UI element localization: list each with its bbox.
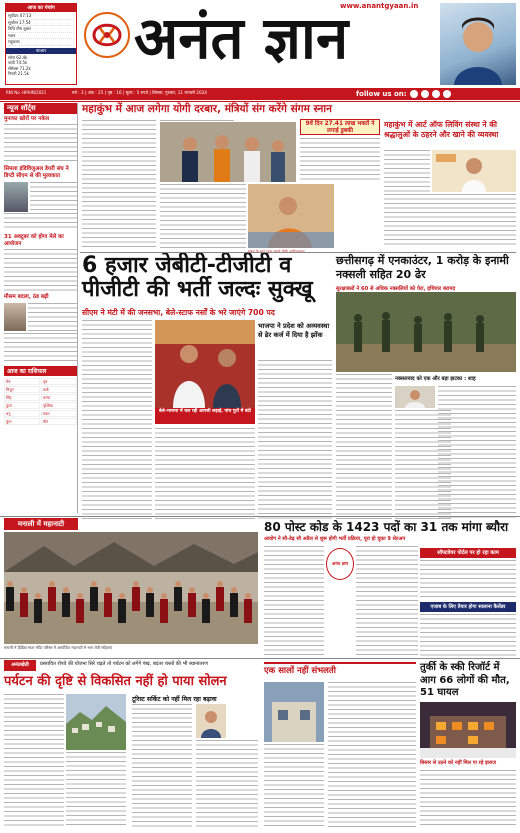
left-item2-head: सिमला इंडिविजुअल डेयरी संघ ने डिप्टी सीएम से की मुलाकात bbox=[4, 166, 69, 179]
dancer-body bbox=[34, 599, 42, 623]
software-box-head: सॉफ्टवेयर पोर्टल पर हो रहा काम bbox=[420, 548, 516, 558]
solan-photo bbox=[66, 694, 126, 750]
lead-photo bbox=[155, 320, 255, 408]
dancer-body bbox=[174, 587, 182, 611]
twitter-icon[interactable] bbox=[421, 90, 429, 98]
dancer-body bbox=[76, 599, 84, 623]
dancer-body bbox=[160, 599, 168, 623]
dancer-head bbox=[77, 593, 83, 599]
rule-top bbox=[0, 101, 520, 102]
dancer-head bbox=[119, 593, 125, 599]
posts-headline: 80 पोस्ट कोड के 1423 पदों का 31 तक मांगा ब्यौरा bbox=[264, 520, 509, 534]
solan-text-col2 bbox=[66, 752, 126, 828]
dancer-head bbox=[175, 581, 181, 587]
solan-text-col4 bbox=[196, 740, 258, 828]
dancer-body bbox=[20, 593, 28, 617]
dancer-head bbox=[231, 587, 237, 593]
rashi-item: मिथुन bbox=[4, 386, 40, 393]
panchang-line: तिथि पौष शुक्ल bbox=[8, 26, 74, 33]
rashi-item: कुंभ bbox=[4, 418, 40, 425]
turkey-text bbox=[420, 770, 516, 828]
calendar-head: एजाब के लिए तैयार होगा सालाना कैलेंडर bbox=[420, 602, 516, 612]
posts-subhead: आयोग ने सौ-डेढ़ सौ अप्रैल से शुरू होगी भर्ती प्रक्रिया, पूरा हो चुका 9 सेटअप bbox=[264, 536, 406, 542]
regd-number: RNI No. HPHIN/2021 bbox=[6, 90, 47, 95]
dancer-head bbox=[133, 581, 139, 587]
posts-badge-text: अनंत ज्ञान bbox=[331, 561, 349, 567]
dancer-body bbox=[132, 587, 140, 611]
mid-bottom-text1 bbox=[264, 744, 324, 828]
dancer-head bbox=[189, 587, 195, 593]
left-column bbox=[4, 103, 78, 513]
panchang-title: आज का पंचांग bbox=[6, 4, 76, 12]
calendar-text bbox=[420, 614, 516, 658]
market-rows bbox=[6, 54, 76, 78]
rashi-item: वृष bbox=[41, 378, 77, 385]
dancer-body bbox=[230, 593, 238, 617]
top-story-text-col3 bbox=[160, 184, 246, 248]
rule-mid bbox=[80, 252, 516, 253]
masthead-title: अनंत ज्ञान bbox=[134, 4, 349, 72]
dancer-head bbox=[203, 593, 209, 599]
top-story-headline: महाकुंभ में आज लगेगा योगी दरबार, मंत्रियों संग करेंगे संगम स्नान bbox=[82, 103, 332, 115]
follow-us-label: follow us on: bbox=[356, 90, 407, 98]
dancer-body bbox=[104, 593, 112, 617]
panchang-line: नक्षत्र bbox=[8, 33, 74, 40]
shah-photo bbox=[395, 386, 435, 408]
youtube-icon[interactable] bbox=[443, 90, 451, 98]
panchang-line: सूर्योदय 07:13 bbox=[8, 13, 74, 20]
facebook-icon[interactable] bbox=[410, 90, 418, 98]
panchang-line: सूर्यास्त 17:54 bbox=[8, 20, 74, 27]
side-story-text2 bbox=[384, 194, 516, 248]
rule-lower bbox=[0, 516, 520, 517]
posts-badge bbox=[326, 548, 354, 580]
turkey-photo bbox=[420, 702, 516, 758]
dancer-body bbox=[202, 599, 210, 623]
left-item2-text bbox=[30, 182, 77, 212]
lead-side-text bbox=[258, 360, 332, 520]
market-row: निफ्टी 21.5k bbox=[8, 71, 29, 76]
left-item4-more bbox=[4, 333, 77, 363]
rashi-item: धनु bbox=[4, 410, 40, 417]
dancer-body bbox=[90, 587, 98, 611]
naxal-text-col3 bbox=[438, 386, 516, 520]
manali-caption: मनाली में हिडिंबा माता मंदिर परिसर में आयोजित महानाटी में भाग लेती महिलाएं bbox=[4, 645, 113, 650]
logo-mark bbox=[82, 10, 132, 60]
dancer-head bbox=[49, 581, 55, 587]
website-link[interactable]: www.anantgyaan.in bbox=[340, 2, 419, 10]
left-item3-head: 31 अक्टूबर को होगा मेले का आयोजन bbox=[4, 234, 64, 247]
left-item4-photo bbox=[4, 303, 26, 331]
dancer-head bbox=[105, 587, 111, 593]
masthead-ad-photo bbox=[440, 3, 516, 85]
top-story-redbox: 9वें दिन 27.41 लाख भक्तों ने लगाई डुबकी bbox=[300, 119, 380, 135]
dancer-body bbox=[118, 599, 126, 623]
rashi-item: मीन bbox=[41, 418, 77, 425]
lead-subhead: सीएम ने मंटी में की जनसभा, बेले-स्टाफ नर्सों के भरे जाएंगे 700 पद bbox=[82, 308, 275, 317]
naxal-sub2: नक्सलवाद को एक और बड़ा झटका : शाह bbox=[395, 376, 476, 382]
solan-headline: पर्यटन की दृष्टि से विकसित नहीं हो पाया सोलन bbox=[4, 674, 227, 689]
left-item4-text bbox=[28, 303, 77, 331]
side-story-photo bbox=[432, 150, 516, 192]
left-item2-more bbox=[4, 213, 77, 231]
instagram-icon[interactable] bbox=[432, 90, 440, 98]
naxal-subhead: सुरक्षाबलों ने 60 से अधिक नक्सलियों को घेरा, हथियार बरामद bbox=[336, 286, 456, 292]
solan-subhead: टूरिस्ट सर्किट को नहीं मिल रहा बढ़ावा bbox=[132, 696, 217, 703]
top-story-photo2 bbox=[248, 184, 334, 248]
left-item2-photo bbox=[4, 182, 28, 212]
market-row: चांदी 74.5k bbox=[8, 60, 28, 65]
mid-bottom-text2 bbox=[328, 682, 416, 828]
dancer-body bbox=[188, 593, 196, 617]
market-title: बाजार bbox=[6, 48, 76, 54]
solan-text-col1 bbox=[4, 694, 64, 828]
rashi-item: कन्या bbox=[41, 394, 77, 401]
left-item1-text bbox=[4, 124, 77, 164]
dancer-body bbox=[62, 593, 70, 617]
lead-headline: 6 हजार जेबीटी-टीजीटी व पीजीटी की भर्ती जल्दः सुक्खू bbox=[82, 253, 313, 302]
dancer-head bbox=[245, 593, 251, 599]
posts-text-col1 bbox=[264, 546, 324, 658]
market-row: सेंसेक्स 71.2k bbox=[8, 65, 31, 71]
dancer-body bbox=[6, 587, 14, 611]
solan-tag: अनंतखेती bbox=[4, 660, 36, 671]
panchang-lines bbox=[6, 12, 76, 47]
rashi-item: सिंह bbox=[4, 394, 40, 401]
naxal-text-col1 bbox=[336, 374, 392, 520]
masthead bbox=[0, 0, 520, 88]
dancer-head bbox=[217, 581, 223, 587]
side-story-headline: महाकुंभ में आर्ट ऑफ लिविंग संस्था ने की श्रद्धालुओं के ठहरने और खाने की व्यवस्था bbox=[384, 120, 499, 139]
dancer-head bbox=[7, 581, 13, 587]
panchang-line: राहुकाल bbox=[8, 39, 74, 46]
rashi-item: कर्क bbox=[41, 386, 77, 393]
mid-inset-head: एक सालों नहीं संभलती bbox=[264, 662, 416, 680]
left-item1-head: मुनाफा खोरों पर नकेल bbox=[4, 116, 50, 122]
software-box-text bbox=[420, 560, 516, 600]
lead-photo-caption: बेले-भाजपा में चल रही आपसी लड़ाई, पांच गुटों में बंटी bbox=[155, 408, 255, 424]
dancer-head bbox=[35, 593, 41, 599]
dancer-head bbox=[161, 593, 167, 599]
top-story-text-col1 bbox=[82, 120, 156, 248]
rashi-item: मकर bbox=[41, 410, 77, 417]
dancer-head bbox=[91, 581, 97, 587]
rashi-label: आज का राशिफल bbox=[4, 366, 77, 376]
solan-photo2 bbox=[196, 704, 226, 738]
dancer-body bbox=[48, 587, 56, 611]
rashi-grid bbox=[4, 378, 77, 425]
rashi-item: वृश्चिक bbox=[41, 402, 77, 409]
market-row: सोना 62.4k bbox=[8, 54, 28, 60]
dateline: वर्ष : 3 | अंक : 25 | पृष्ठ : 16 | मूल्य : 5 रुपये | शिमला, गुरुवार, 11 जनवरी 2024 bbox=[72, 90, 207, 95]
follow-us bbox=[356, 89, 451, 99]
panchang-box bbox=[5, 3, 77, 85]
rashi-item: मेष bbox=[4, 378, 40, 385]
dancer-head bbox=[147, 587, 153, 593]
turkey-headline: तुर्की के स्की रिजॉर्ट में आग 66 लोगों की मौत, 51 घायल bbox=[420, 662, 510, 698]
manali-photo bbox=[4, 532, 258, 644]
dancer-head bbox=[63, 587, 69, 593]
news-shorts-label: न्यूज शॉर्ट्स bbox=[4, 103, 77, 114]
dancer-body bbox=[216, 587, 224, 611]
naxal-headline: छत्तीसगढ़ में एनकाउंटर, 1 करोड़ के इनामी नक्सली सहित 20 ढेर bbox=[336, 254, 509, 281]
side-story-text1 bbox=[384, 150, 430, 192]
top-story-redbox-text bbox=[300, 138, 380, 182]
top-story-photo bbox=[160, 122, 296, 182]
lead-text-col2 bbox=[155, 428, 255, 520]
solan-kicker: प्रस्तावित रोपवे की योजना सिरे चढ़ते तो पर्यटन को लगेंगे पंख, बदतर रास्तों की भी स्थानांतरण bbox=[40, 661, 208, 667]
lead-text-col1 bbox=[82, 320, 152, 520]
turkey-small-box: बिस्तर से उठने को नहीं मिल पा रहे इलाज bbox=[420, 760, 496, 766]
solan-text-col3 bbox=[132, 704, 192, 828]
left-item4-head: मौसम बदला, ठंड बढ़ी bbox=[4, 294, 49, 300]
dancer-head bbox=[21, 587, 27, 593]
dancer-body bbox=[146, 593, 154, 617]
mid-bottom-photo bbox=[264, 682, 324, 742]
rule-bottom bbox=[0, 658, 520, 659]
lead-side-headline: भाजपा ने प्रदेश को अव्यवस्था से ढेर कर्ज में दिया है झोंक bbox=[258, 322, 330, 339]
posts-text-col2 bbox=[356, 546, 418, 658]
left-item3-text bbox=[4, 249, 77, 291]
naxal-photo bbox=[336, 292, 516, 372]
dancer-body bbox=[244, 599, 252, 623]
rashi-item: तुला bbox=[4, 402, 40, 409]
manali-label: मनाली में महानाटी bbox=[4, 518, 78, 530]
